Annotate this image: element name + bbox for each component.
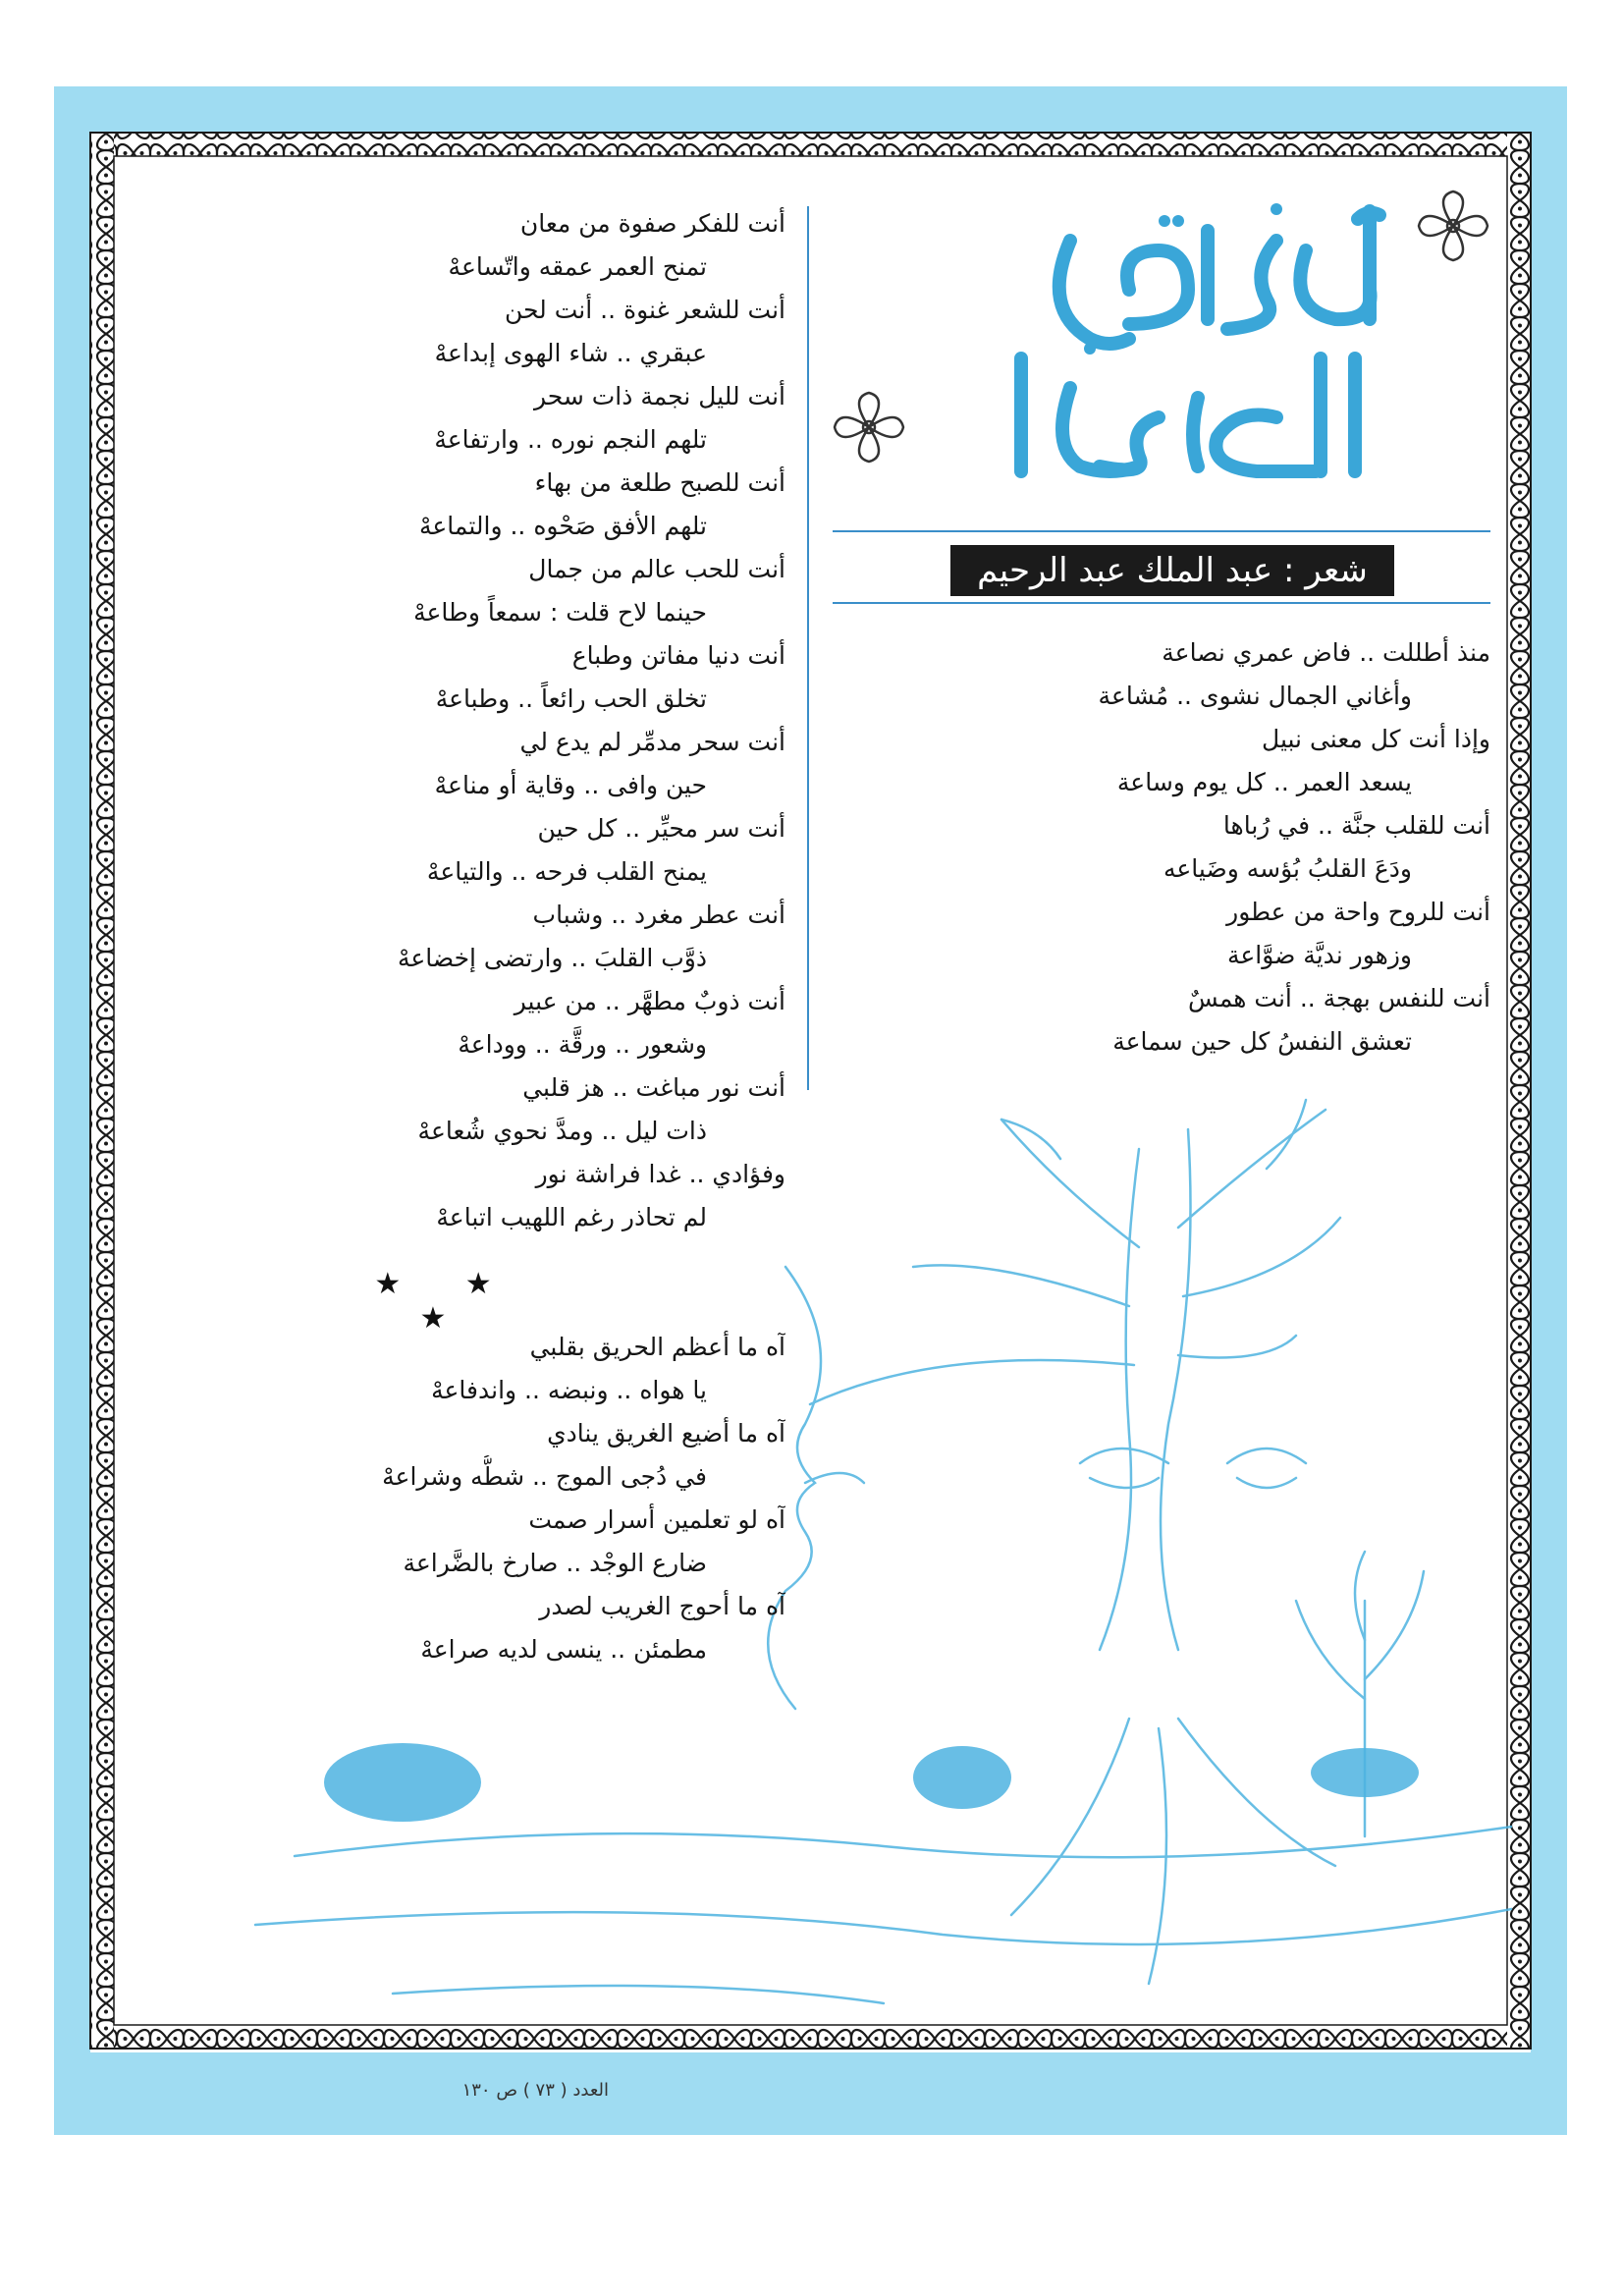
poem-line: آه ما أضيع الغريق ينادي bbox=[547, 1419, 785, 1448]
poem-line: تخلق الحب رائعاً .. وطباعهْ bbox=[435, 684, 707, 713]
poem-line: ضارع الوجْد .. صارخ بالضَّراعة bbox=[403, 1549, 707, 1577]
poem-line: أنت سحر مدمِّر لم يدع لي bbox=[519, 728, 785, 756]
poem-line: تمنح العمر عمقه واتّساعهْ bbox=[448, 252, 707, 281]
poem-line: أنت ذوبٌ مطهَّر .. من عبير bbox=[514, 987, 785, 1015]
poem-line: تلهم النجم نوره .. وارتفاعهْ bbox=[434, 425, 707, 454]
poem-line: وزهور نديَّة ضوَّاعة bbox=[1226, 941, 1412, 969]
poem-line: يسعد العمر .. كل يوم وساعة bbox=[1116, 768, 1412, 796]
poem-line: يا هواه .. ونبضه .. واندفاعهْ bbox=[431, 1376, 707, 1404]
divider-line bbox=[833, 530, 1490, 532]
poem-line: أنت للشعر غنوة .. أنت لحن bbox=[505, 296, 785, 324]
poem-line: تلهم الأفق صَحْوه .. والتماعهْ bbox=[418, 512, 707, 540]
poem-left-column-2 bbox=[128, 1326, 785, 1671]
poem-line: ذات ليل .. ومدَّ نحوي شُعاعهْ bbox=[417, 1117, 707, 1145]
poem-line: أنت نور مباغت .. هز قلبي bbox=[522, 1073, 785, 1102]
poem-line: أنت للقلب جنَّة .. في رُباها bbox=[1222, 811, 1490, 840]
poem-line: حينما لاح قلت : سمعاً وطاعهْ bbox=[413, 598, 707, 627]
poem-line: يمنح القلب فرحه .. والتياعهْ bbox=[426, 857, 707, 886]
poem-line: أنت دنيا مفاتن وطباع bbox=[571, 641, 785, 670]
poem-line: ودَعَ القلبُ بُؤسه وضَياعه bbox=[1163, 854, 1412, 883]
poem-line: أنت للصبح طلعة من بهاء bbox=[534, 468, 785, 497]
divider-line bbox=[833, 602, 1490, 604]
poem-line: وأغاني الجمال نشوى .. مُشاعة bbox=[1098, 682, 1412, 710]
poem-line: عبقري .. شاء الهوى إبداعهْ bbox=[434, 339, 707, 367]
poet-byline: شعر : عبد الملك عبد الرحيم bbox=[950, 545, 1394, 596]
poem-line: منذ أطللت .. فاض عمري نصاعة bbox=[1162, 638, 1490, 667]
poem-line: أنت للفكر صفوة من معان bbox=[519, 209, 785, 238]
poem-line: مطمئن .. ينسى لديه صراعهْ bbox=[420, 1635, 707, 1664]
pinwheel-icon bbox=[830, 388, 908, 466]
poem-line: تعشق النفسُ كل حين سماعة bbox=[1112, 1027, 1412, 1056]
poem-line: حين وافى .. وقاية أو مناعهْ bbox=[434, 771, 707, 799]
title-calligraphy bbox=[982, 201, 1394, 486]
poem-line: آه ما أحوج الغريب لصدر bbox=[539, 1592, 785, 1620]
section-stars: ★ ★ ★ bbox=[374, 1267, 519, 1336]
poem-line: في دُجى الموج .. شطُّه وشراعهْ bbox=[382, 1462, 707, 1491]
poem-line: أنت للروح واحة من عطور bbox=[1226, 898, 1490, 926]
poem-line: أنت للنفس بهجة .. أنت همسٌ bbox=[1187, 984, 1490, 1012]
poem-line: آه ما أعظم الحريق بقلبي bbox=[529, 1333, 785, 1361]
page-footer: العدد ( ٧٣ ) ص ١٣٠ bbox=[461, 2080, 609, 2101]
poem-left-column bbox=[128, 202, 785, 1239]
column-divider bbox=[807, 206, 809, 1090]
poem-line: أنت سر محيِّر .. كل حين bbox=[537, 814, 785, 843]
poem-line: وإذا أنت كل معنى نبيل bbox=[1262, 725, 1490, 753]
poem-line: وفؤادي .. غدا فراشة نور bbox=[535, 1160, 785, 1188]
poem-line: أنت لليل نجمة ذات سحر bbox=[533, 382, 785, 410]
poem-line: آه لو تعلمين أسرار صمت bbox=[528, 1505, 785, 1534]
poem-line: أنت عطر مغرد .. وشباب bbox=[532, 901, 785, 929]
border-left bbox=[90, 133, 114, 2049]
poem-line: لم تحاذر رغم اللهيب اتباعهْ bbox=[436, 1203, 707, 1231]
pinwheel-icon bbox=[1414, 187, 1492, 265]
poem-right-column bbox=[833, 631, 1490, 1064]
poem-line: ذوَّب القلبَ .. وارتضى إخضاعهْ bbox=[397, 944, 707, 972]
poem-line: أنت للحب عالم من جمال bbox=[528, 555, 785, 583]
poem-line: وشعور .. ورقَّة .. ووداعهْ bbox=[458, 1030, 707, 1059]
border-top bbox=[90, 133, 1531, 156]
